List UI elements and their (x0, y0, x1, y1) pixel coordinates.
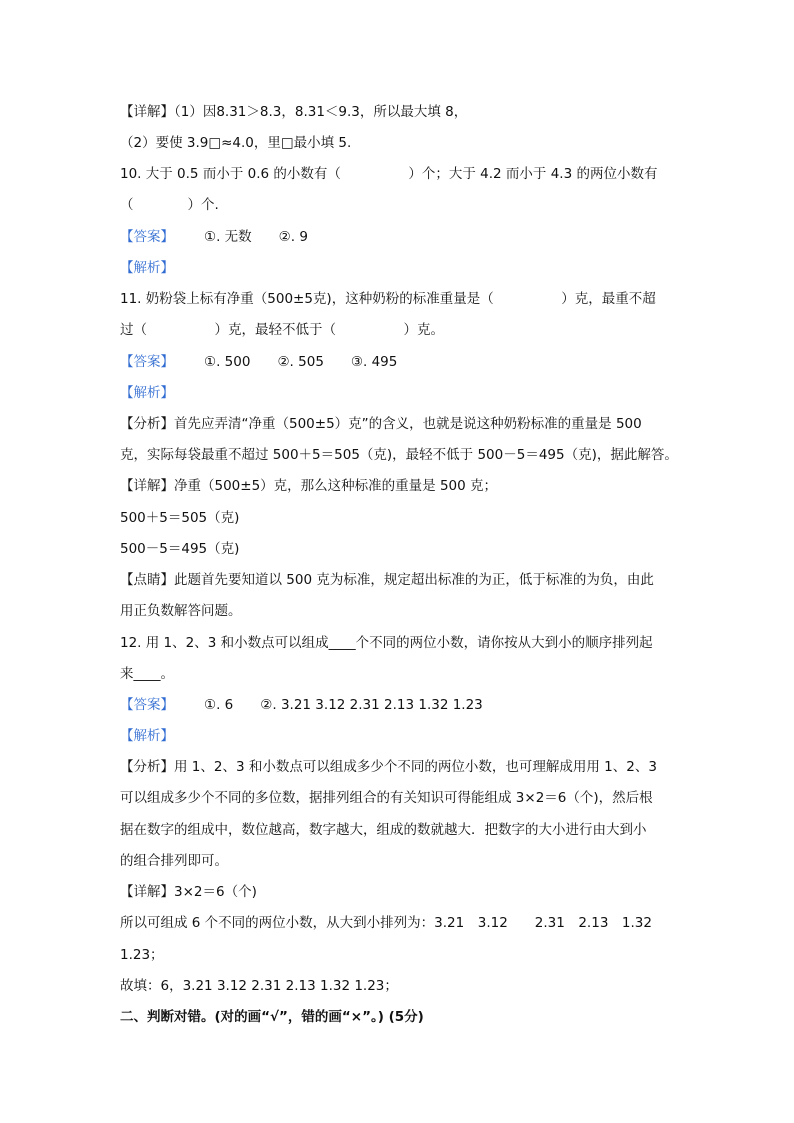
answer-label: 【答案】 (120, 354, 174, 370)
analysis-label-12: 【解析】 (120, 728, 174, 744)
analysis-line-11-2: 克，实际每袋最重不超过 500＋5＝505（克)，最轻不低于 500－5＝495（克)，据此解答。 (120, 447, 678, 463)
detail-line-1: 【详解】（1）因8.31＞8.3，8.31＜9.3，所以最大填 8， (120, 104, 468, 120)
question-11-line-2: 过（ ）克，最轻不低于（ ）克。 (120, 322, 444, 338)
question-12-line-2: 来____。 (120, 666, 174, 682)
answer-line-10: 【答案】 ①. 无数 ②. 9 (120, 229, 308, 245)
detail-line-11: 【详解】净重（500±5）克，那么这种标准的重量是 500 克； (120, 478, 498, 494)
question-11-line-1: 11. 奶粉袋上标有净重（500±5克)，这种奶粉的标准重量是（ ）克，最重不超 (120, 291, 656, 307)
analysis-line-12-1: 【分析】用 1、2、3 和小数点可以组成多少个不同的两位小数，也可理解成用用 1、2、3 (120, 759, 657, 775)
analysis-line-12-4: 的组合排列即可。 (120, 853, 228, 869)
analysis-line-11-1: 【分析】首先应弄清“净重（500±5）克”的含义，也就是说这种奶粉标准的重量是 500 (120, 416, 642, 432)
calc-line-2: 500－5＝495（克) (120, 541, 240, 557)
detail-tag: 【详解】 (120, 104, 174, 120)
answer-label: 【答案】 (120, 697, 174, 713)
comment-line-11-2: 用正负数解答问题。 (120, 603, 242, 619)
question-12-line-1: 12. 用 1、2、3 和小数点可以组成____个不同的两位小数，请你按从大到小的顺序排列起 (120, 635, 653, 651)
comment-line-11-1: 【点睛】此题首先要知道以 500 克为标准，规定超出标准的为正，低于标准的为负，由此 (120, 572, 654, 588)
calc-line-1: 500＋5＝505（克) (120, 510, 240, 526)
detail-line-12: 【详解】3×2＝6（个) (120, 884, 257, 900)
answer-label: 【答案】 (120, 229, 174, 245)
question-10-line-2: （ ）个. (120, 197, 219, 213)
analysis-line-12-3: 据在数字的组成中，数位越高，数字越大，组成的数就越大．把数字的大小进行由大到小 (120, 822, 647, 838)
detail-line-2: （2）要使 3.9□≈4.0，里□最小填 5. (120, 135, 352, 151)
analysis-label-10: 【解析】 (120, 260, 174, 276)
answer-line-11: 【答案】 ①. 500 ②. 505 ③. 495 (120, 354, 398, 370)
analysis-label-11: 【解析】 (120, 385, 174, 401)
fill-line-12: 故填：6，3.21 3.12 2.31 2.13 1.32 1.23； (120, 978, 398, 994)
detail-line-12-3: 1.23； (120, 947, 164, 963)
detail-line-12-2: 所以可组成 6 个不同的两位小数，从大到小排列为：3.21 3.12 2.31 2.13 1.32 (120, 915, 652, 931)
analysis-line-12-2: 可以组成多少个不同的多位数，据排列组合的有关知识可得能组成 3×2＝6（个)，然后根 (120, 790, 653, 806)
section-heading: 二、判断对错。(对的画“√”，错的画“×”。) (5分) (120, 1009, 424, 1025)
answer-line-12: 【答案】 ①. 6 ②. 3.21 3.12 2.31 2.13 1.32 1.23 (120, 697, 483, 713)
question-10-line-1: 10. 大于 0.5 而小于 0.6 的小数有（ ）个；大于 4.2 而小于 4.3 的两位小数有 (120, 166, 658, 182)
